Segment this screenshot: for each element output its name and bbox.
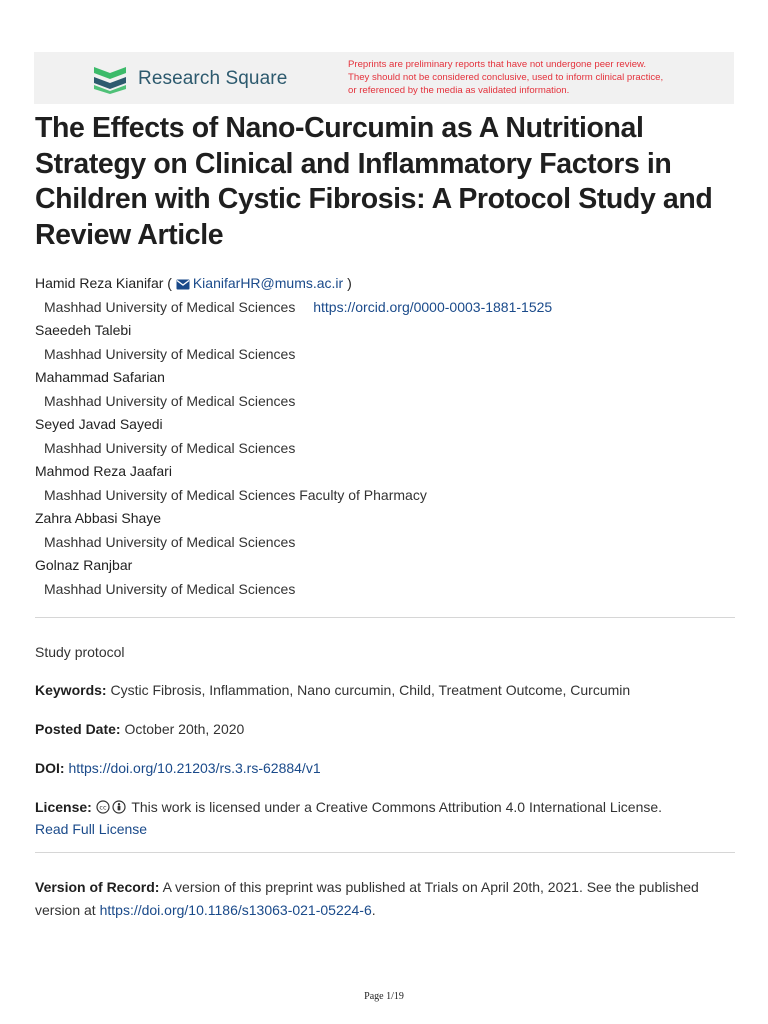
posted-date-line	[35, 718, 735, 740]
divider	[35, 617, 735, 618]
author-name: Mahmod Reza Jaafari	[35, 463, 172, 479]
keywords-value: Cystic Fibrosis, Inflammation, Nano curcumin, Child, Treatment Outcome, Curcumin	[110, 682, 631, 698]
read-full-license-link[interactable]: Read Full License	[35, 821, 148, 837]
author-affiliation: Mashhad University of Medical Sciences	[44, 439, 296, 456]
by-icon[interactable]	[112, 800, 126, 814]
author-name-line	[35, 272, 735, 296]
email-paren-close: )	[347, 275, 352, 291]
author-affiliation-line	[35, 296, 735, 320]
disclaimer-line: They should not be considered conclusive, used to inform clinical practice,	[348, 71, 664, 83]
version-of-record-link[interactable]: https://doi.org/10.1186/s13063-021-05224-6	[99, 902, 372, 918]
page-number: Page 1/19	[364, 991, 404, 1002]
author-entry	[35, 460, 735, 507]
author-entry	[35, 366, 735, 413]
doi-link[interactable]: https://doi.org/10.21203/rs.3.rs-62884/v1	[68, 760, 321, 776]
license-line	[35, 796, 735, 818]
author-entry	[35, 507, 735, 554]
author-name: Zahra Abbasi Shaye	[35, 510, 162, 526]
preprint-disclaimer	[348, 59, 728, 97]
author-name: Mahammad Safarian	[35, 369, 165, 385]
posted-date-label: Posted Date:	[35, 721, 121, 737]
divider	[35, 852, 735, 853]
author-name: Hamid Reza Kianifar	[35, 275, 164, 291]
doi-line	[35, 757, 735, 779]
author-entry	[35, 554, 735, 601]
article-title: The Effects of Nano-Curcumin as A Nutritional Strategy on Clinical and Inflammatory Factors in Children with Cystic Fibrosis: A Protocol Study and Review Article	[35, 112, 713, 251]
author-name: Golnaz Ranjbar	[35, 557, 133, 573]
author-affiliation: Mashhad University of Medical Sciences	[44, 392, 296, 409]
author-entry	[35, 413, 735, 460]
author-entry	[35, 272, 735, 319]
version-of-record-label: Version of Record:	[35, 879, 160, 895]
email-paren-open: (	[167, 275, 172, 291]
author-affiliation: Mashhad University of Medical Sciences	[44, 298, 296, 315]
cc-icon[interactable]	[96, 800, 110, 814]
license-label: License:	[35, 799, 92, 815]
author-affiliation: Mashhad University of Medical Sciences Faculty of Pharmacy	[44, 486, 427, 503]
version-of-record	[35, 876, 735, 922]
keywords-label: Keywords:	[35, 682, 107, 698]
svg-text:cc: cc	[99, 803, 107, 812]
author-affiliation: Mashhad University of Medical Sciences	[44, 533, 296, 550]
logo-text: Research Square	[138, 68, 288, 89]
author-affiliation: Mashhad University of Medical Sciences	[44, 345, 296, 362]
article-type: Study protocol	[35, 644, 125, 660]
author-name: Saeedeh Talebi	[35, 322, 132, 338]
doi-label: DOI:	[35, 760, 65, 776]
author-email-link[interactable]: KianifarHR@mums.ac.ir	[192, 275, 344, 291]
keywords-line	[35, 679, 735, 701]
author-entry	[35, 319, 735, 366]
author-list	[35, 272, 735, 601]
license-text: This work is licensed under a Creative Commons Attribution 4.0 International License.	[131, 799, 663, 815]
envelope-icon	[176, 279, 190, 290]
license-block	[35, 796, 735, 840]
disclaimer-line: Preprints are preliminary reports that have not undergone peer review.	[348, 59, 647, 70]
author-name: Seyed Javad Sayedi	[35, 416, 163, 432]
version-of-record-period: .	[371, 902, 376, 918]
research-square-logo-icon	[92, 64, 130, 94]
author-affiliation: Mashhad University of Medical Sciences	[44, 580, 296, 597]
orcid-link[interactable]: https://orcid.org/0000-0003-1881-1525	[313, 298, 553, 315]
posted-date-value: October 20th, 2020	[124, 721, 245, 737]
research-square-logo[interactable]	[92, 64, 287, 94]
version-of-record-text: A version of this preprint was published at Trials on April 20th, 2021. See the published version at	[35, 879, 699, 918]
disclaimer-line: or referenced by the media as validated information.	[348, 84, 570, 96]
